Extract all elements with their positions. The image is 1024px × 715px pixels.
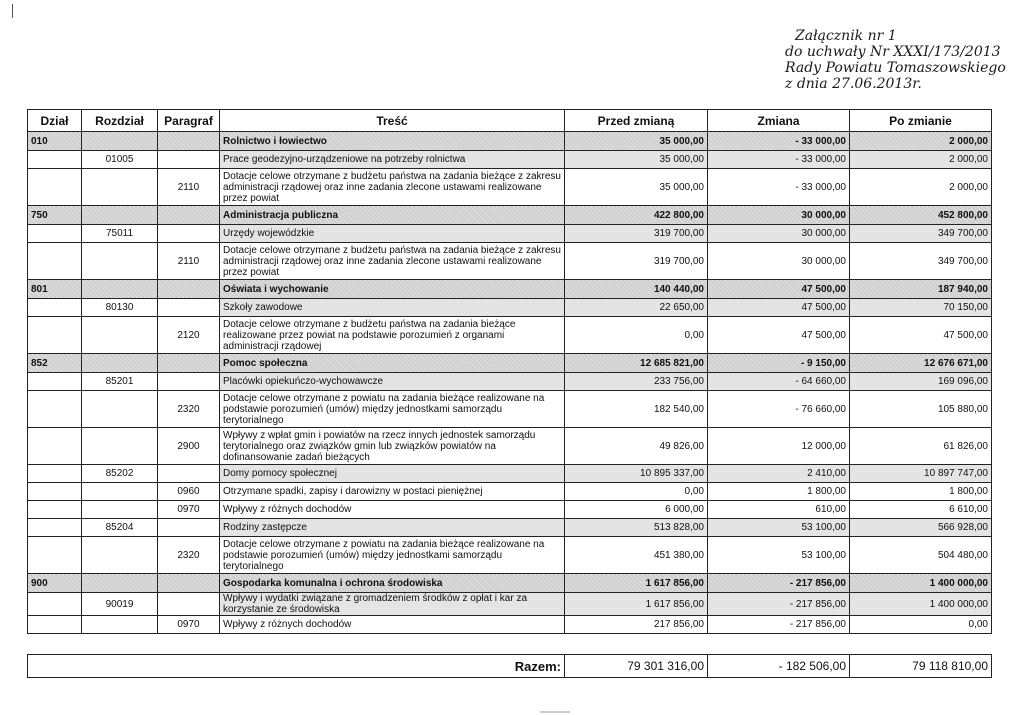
cell-zmiana: - 76 660,00 — [708, 391, 850, 428]
cell-po: 2 000,00 — [850, 151, 992, 169]
header-po: Po zmianie — [850, 110, 992, 132]
paragraph-row — [28, 243, 992, 280]
subsection-row — [28, 299, 992, 317]
cell-rozdzial — [82, 483, 158, 501]
cell-paragraf — [158, 151, 220, 169]
annotation-line-3: Rady Powiatu Tomaszowskiego — [785, 60, 1006, 76]
cell-dzial: 852 — [28, 354, 82, 373]
cell-dzial — [28, 391, 82, 428]
cell-po: 10 897 747,00 — [850, 465, 992, 483]
cell-przed: 0,00 — [565, 483, 708, 501]
cell-tresc: Placówki opiekuńczo-wychowawcze — [220, 373, 565, 391]
cell-przed: 319 700,00 — [565, 225, 708, 243]
cell-przed: 451 380,00 — [565, 537, 708, 574]
cell-paragraf: 0970 — [158, 501, 220, 519]
cell-rozdzial — [82, 169, 158, 206]
subsection-row — [28, 151, 992, 169]
cell-przed: 140 440,00 — [565, 280, 708, 299]
cell-paragraf: 2320 — [158, 537, 220, 574]
cell-rozdzial — [82, 206, 158, 225]
cell-zmiana: 1 800,00 — [708, 483, 850, 501]
cell-tresc: Dotacje celowe otrzymane z budżetu państwa na zadania bieżące realizowane przez powiat na podstawie porozumień z organami administracji rządowej — [220, 317, 565, 354]
cell-tresc: Szkoły zawodowe — [220, 299, 565, 317]
cell-tresc: Administracja publiczna — [220, 206, 565, 225]
cell-zmiana: 2 410,00 — [708, 465, 850, 483]
scan-artifact — [540, 711, 570, 713]
cell-po: 6 610,00 — [850, 501, 992, 519]
budget-table — [27, 109, 992, 634]
cell-paragraf — [158, 373, 220, 391]
cell-rozdzial: 75011 — [82, 225, 158, 243]
subsection-row — [28, 593, 992, 616]
cell-paragraf: 2900 — [158, 428, 220, 465]
cell-rozdzial — [82, 501, 158, 519]
cell-tresc: Dotacje celowe otrzymane z powiatu na zadania bieżące realizowane na podstawie porozumień (umów) między jednostkami samorządu terytorialnego — [220, 537, 565, 574]
header-paragraf: Paragraf — [158, 110, 220, 132]
cell-dzial — [28, 483, 82, 501]
cell-paragraf: 2110 — [158, 243, 220, 280]
cell-zmiana: 47 500,00 — [708, 317, 850, 354]
cell-tresc: Wpływy z różnych dochodów — [220, 501, 565, 519]
cell-tresc: Rodziny zastępcze — [220, 519, 565, 537]
cell-paragraf: 2120 — [158, 317, 220, 354]
total-zmiana: - 182 506,00 — [708, 655, 850, 678]
paragraph-row — [28, 169, 992, 206]
cell-rozdzial: 80130 — [82, 299, 158, 317]
total-row — [27, 654, 992, 678]
cell-tresc: Pomoc społeczna — [220, 354, 565, 373]
cell-po: 504 480,00 — [850, 537, 992, 574]
cell-zmiana: - 33 000,00 — [708, 132, 850, 151]
cell-tresc: Prace geodezyjno-urządzeniowe na potrzeby rolnictwa — [220, 151, 565, 169]
cell-tresc: Rolnictwo i łowiectwo — [220, 132, 565, 151]
cell-zmiana: 47 500,00 — [708, 280, 850, 299]
cell-paragraf: 0970 — [158, 616, 220, 634]
cell-rozdzial: 85204 — [82, 519, 158, 537]
cell-tresc: Dotacje celowe otrzymane z budżetu państwa na zadania bieżące z zakresu administracji rządowej oraz inne zadania zlecone ustawami realizowane przez powiat — [220, 169, 565, 206]
cell-po: 61 826,00 — [850, 428, 992, 465]
annotation-line-2: do uchwały Nr XXXI/173/2013 — [785, 44, 1001, 60]
cell-przed: 182 540,00 — [565, 391, 708, 428]
cell-przed: 35 000,00 — [565, 132, 708, 151]
cell-przed: 217 856,00 — [565, 616, 708, 634]
header-row — [28, 110, 992, 132]
paragraph-row — [28, 317, 992, 354]
subsection-row — [28, 225, 992, 243]
cell-przed: 12 685 821,00 — [565, 354, 708, 373]
cell-rozdzial: 85202 — [82, 465, 158, 483]
cell-przed: 0,00 — [565, 317, 708, 354]
cell-po: 47 500,00 — [850, 317, 992, 354]
section-row — [28, 132, 992, 151]
cell-zmiana: - 33 000,00 — [708, 169, 850, 206]
cell-dzial: 750 — [28, 206, 82, 225]
cell-paragraf — [158, 593, 220, 616]
section-row — [28, 354, 992, 373]
cell-po: 2 000,00 — [850, 132, 992, 151]
cell-tresc: Dotacje celowe otrzymane z powiatu na zadania bieżące realizowane na podstawie porozumień (umów) między jednostkami samorządu terytorialnego — [220, 391, 565, 428]
cell-dzial — [28, 537, 82, 574]
cell-paragraf — [158, 225, 220, 243]
handwritten-annotation — [785, 28, 1010, 108]
cell-paragraf: 2320 — [158, 391, 220, 428]
cell-przed: 1 617 856,00 — [565, 574, 708, 593]
cell-przed: 1 617 856,00 — [565, 593, 708, 616]
paragraph-row — [28, 483, 992, 501]
cell-rozdzial — [82, 317, 158, 354]
cell-po: 12 676 671,00 — [850, 354, 992, 373]
cell-dzial — [28, 465, 82, 483]
cell-rozdzial — [82, 132, 158, 151]
cell-paragraf — [158, 519, 220, 537]
cell-dzial — [28, 317, 82, 354]
cell-po: 2 000,00 — [850, 169, 992, 206]
cell-paragraf — [158, 132, 220, 151]
cell-przed: 233 756,00 — [565, 373, 708, 391]
cell-dzial — [28, 501, 82, 519]
annotation-line-4: z dnia 27.06.2013r. — [785, 76, 922, 92]
cell-tresc: Urzędy wojewódzkie — [220, 225, 565, 243]
cell-dzial — [28, 243, 82, 280]
cell-rozdzial: 90019 — [82, 593, 158, 616]
section-row — [28, 280, 992, 299]
cell-zmiana: 30 000,00 — [708, 206, 850, 225]
cell-tresc: Gospodarka komunalna i ochrona środowiska — [220, 574, 565, 593]
cell-dzial: 900 — [28, 574, 82, 593]
cell-zmiana: 12 000,00 — [708, 428, 850, 465]
cell-przed: 10 895 337,00 — [565, 465, 708, 483]
cell-paragraf: 0960 — [158, 483, 220, 501]
subsection-row — [28, 519, 992, 537]
cell-rozdzial — [82, 280, 158, 299]
cell-po: 70 150,00 — [850, 299, 992, 317]
cell-rozdzial — [82, 354, 158, 373]
cell-paragraf — [158, 299, 220, 317]
cell-dzial — [28, 373, 82, 391]
cell-po: 105 880,00 — [850, 391, 992, 428]
cell-paragraf — [158, 574, 220, 593]
header-zmiana: Zmiana — [708, 110, 850, 132]
cell-zmiana: 53 100,00 — [708, 519, 850, 537]
cell-tresc: Domy pomocy społecznej — [220, 465, 565, 483]
cell-tresc: Otrzymane spadki, zapisy i darowizny w postaci pieniężnej — [220, 483, 565, 501]
cell-zmiana: - 217 856,00 — [708, 616, 850, 634]
paragraph-row — [28, 501, 992, 519]
total-przed: 79 301 316,00 — [565, 655, 708, 678]
cell-po: 0,00 — [850, 616, 992, 634]
subsection-row — [28, 373, 992, 391]
margin-mark — [12, 4, 13, 18]
cell-po: 566 928,00 — [850, 519, 992, 537]
cell-rozdzial — [82, 537, 158, 574]
cell-przed: 422 800,00 — [565, 206, 708, 225]
total-label: Razem: — [28, 655, 565, 678]
cell-zmiana: 53 100,00 — [708, 537, 850, 574]
header-rozdzial: Rozdział — [82, 110, 158, 132]
cell-paragraf: 2110 — [158, 169, 220, 206]
cell-dzial — [28, 428, 82, 465]
header-tresc: Treść — [220, 110, 565, 132]
cell-tresc: Wpływy z różnych dochodów — [220, 616, 565, 634]
cell-tresc: Wpływy z wpłat gmin i powiatów na rzecz innych jednostek samorządu terytorialnego oraz związków gmin lub związków powiatów na dofinansowanie zadań bieżących — [220, 428, 565, 465]
paragraph-row — [28, 391, 992, 428]
cell-rozdzial — [82, 574, 158, 593]
cell-przed: 35 000,00 — [565, 169, 708, 206]
annotation-line-1: Załącznik nr 1 — [795, 28, 897, 44]
cell-po: 187 940,00 — [850, 280, 992, 299]
cell-paragraf — [158, 280, 220, 299]
cell-zmiana: - 9 150,00 — [708, 354, 850, 373]
cell-rozdzial: 01005 — [82, 151, 158, 169]
cell-po: 1 400 000,00 — [850, 593, 992, 616]
section-row — [28, 574, 992, 593]
cell-po: 349 700,00 — [850, 243, 992, 280]
cell-paragraf — [158, 206, 220, 225]
cell-tresc: Oświata i wychowanie — [220, 280, 565, 299]
cell-zmiana: 30 000,00 — [708, 225, 850, 243]
cell-dzial — [28, 593, 82, 616]
cell-dzial — [28, 299, 82, 317]
cell-po: 1 400 000,00 — [850, 574, 992, 593]
cell-zmiana: - 217 856,00 — [708, 593, 850, 616]
cell-paragraf — [158, 354, 220, 373]
cell-rozdzial — [82, 428, 158, 465]
cell-przed: 513 828,00 — [565, 519, 708, 537]
cell-przed: 319 700,00 — [565, 243, 708, 280]
cell-przed: 35 000,00 — [565, 151, 708, 169]
cell-przed: 6 000,00 — [565, 501, 708, 519]
header-dzial: Dział — [28, 110, 82, 132]
paragraph-row — [28, 616, 992, 634]
cell-zmiana: - 217 856,00 — [708, 574, 850, 593]
subsection-row — [28, 465, 992, 483]
cell-dzial: 010 — [28, 132, 82, 151]
cell-zmiana: - 33 000,00 — [708, 151, 850, 169]
cell-po: 169 096,00 — [850, 373, 992, 391]
cell-zmiana: 610,00 — [708, 501, 850, 519]
header-przed: Przed zmianą — [565, 110, 708, 132]
total-po: 79 118 810,00 — [850, 655, 992, 678]
cell-zmiana: 30 000,00 — [708, 243, 850, 280]
cell-przed: 22 650,00 — [565, 299, 708, 317]
cell-dzial — [28, 519, 82, 537]
cell-dzial: 801 — [28, 280, 82, 299]
paragraph-row — [28, 537, 992, 574]
cell-po: 452 800,00 — [850, 206, 992, 225]
cell-po: 1 800,00 — [850, 483, 992, 501]
cell-dzial — [28, 225, 82, 243]
cell-dzial — [28, 169, 82, 206]
cell-zmiana: 47 500,00 — [708, 299, 850, 317]
cell-rozdzial — [82, 243, 158, 280]
table-body — [28, 132, 992, 634]
paragraph-row — [28, 428, 992, 465]
cell-po: 349 700,00 — [850, 225, 992, 243]
cell-rozdzial — [82, 616, 158, 634]
cell-paragraf — [158, 465, 220, 483]
cell-rozdzial — [82, 391, 158, 428]
cell-dzial — [28, 151, 82, 169]
cell-rozdzial: 85201 — [82, 373, 158, 391]
section-row — [28, 206, 992, 225]
cell-zmiana: - 64 660,00 — [708, 373, 850, 391]
cell-przed: 49 826,00 — [565, 428, 708, 465]
cell-dzial — [28, 616, 82, 634]
cell-tresc: Wpływy i wydatki związane z gromadzeniem środków z opłat i kar za korzystanie ze środowiska — [220, 593, 565, 616]
cell-tresc: Dotacje celowe otrzymane z budżetu państwa na zadania bieżące z zakresu administracji rządowej oraz inne zadania zlecone ustawami realizowane przez powiat — [220, 243, 565, 280]
